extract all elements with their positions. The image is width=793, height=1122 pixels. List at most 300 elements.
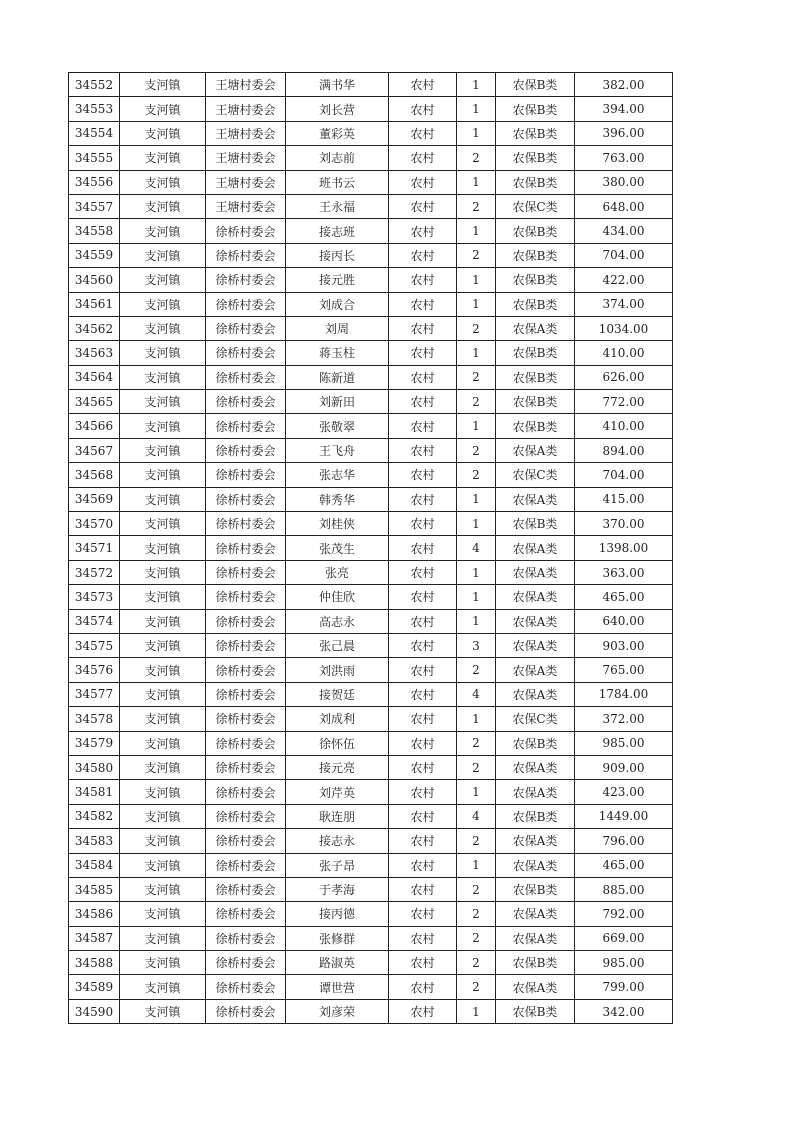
cell-village-committee: 徐桥村委会 <box>206 902 286 926</box>
cell-household-type: 农村 <box>389 243 457 267</box>
cell-household-type: 农村 <box>389 951 457 975</box>
cell-household-type: 农村 <box>389 438 457 462</box>
cell-household-type: 农村 <box>389 512 457 536</box>
cell-member-count: 1 <box>457 341 496 365</box>
cell-name: 高志永 <box>286 609 389 633</box>
cell-insurance-category: 农保A类 <box>496 536 575 560</box>
cell-household-type: 农村 <box>389 902 457 926</box>
cell-member-count: 1 <box>457 73 496 97</box>
cell-name: 耿连朋 <box>286 804 389 828</box>
cell-village-committee: 徐桥村委会 <box>206 682 286 706</box>
table-row <box>69 170 673 194</box>
table-row <box>69 902 673 926</box>
cell-insurance-category: 农保B类 <box>496 365 575 389</box>
cell-insurance-category: 农保A类 <box>496 658 575 682</box>
cell-household-type: 农村 <box>389 341 457 365</box>
cell-name: 张己晨 <box>286 633 389 657</box>
table-row <box>69 73 673 97</box>
cell-row-id: 34553 <box>69 97 120 121</box>
cell-town: 支河镇 <box>120 682 206 706</box>
cell-member-count: 4 <box>457 804 496 828</box>
cell-row-id: 34552 <box>69 73 120 97</box>
cell-member-count: 2 <box>457 975 496 999</box>
table-row <box>69 268 673 292</box>
cell-member-count: 1 <box>457 707 496 731</box>
cell-town: 支河镇 <box>120 755 206 779</box>
cell-member-count: 2 <box>457 243 496 267</box>
cell-insurance-category: 农保B类 <box>496 999 575 1023</box>
cell-member-count: 1 <box>457 292 496 316</box>
cell-row-id: 34570 <box>69 512 120 536</box>
cell-household-type: 农村 <box>389 682 457 706</box>
cell-name: 张亮 <box>286 560 389 584</box>
cell-row-id: 34566 <box>69 414 120 438</box>
cell-insurance-category: 农保B类 <box>496 877 575 901</box>
table-row <box>69 585 673 609</box>
table-row <box>69 609 673 633</box>
cell-member-count: 2 <box>457 926 496 950</box>
table-row <box>69 877 673 901</box>
cell-household-type: 农村 <box>389 926 457 950</box>
cell-insurance-category: 农保A类 <box>496 316 575 340</box>
cell-insurance-category: 农保A类 <box>496 902 575 926</box>
cell-row-id: 34556 <box>69 170 120 194</box>
table-row <box>69 341 673 365</box>
cell-row-id: 34560 <box>69 268 120 292</box>
cell-name: 班书云 <box>286 170 389 194</box>
cell-row-id: 34580 <box>69 755 120 779</box>
table-body <box>69 73 673 1024</box>
cell-row-id: 34582 <box>69 804 120 828</box>
cell-row-id: 34555 <box>69 146 120 170</box>
table-row <box>69 682 673 706</box>
cell-member-count: 2 <box>457 755 496 779</box>
cell-member-count: 1 <box>457 487 496 511</box>
table-row <box>69 975 673 999</box>
cell-village-committee: 徐桥村委会 <box>206 804 286 828</box>
cell-name: 张敬翠 <box>286 414 389 438</box>
table-row <box>69 829 673 853</box>
cell-village-committee: 王塘村委会 <box>206 194 286 218</box>
cell-member-count: 2 <box>457 194 496 218</box>
cell-row-id: 34571 <box>69 536 120 560</box>
cell-member-count: 2 <box>457 658 496 682</box>
cell-insurance-category: 农保A类 <box>496 926 575 950</box>
cell-row-id: 34561 <box>69 292 120 316</box>
cell-insurance-category: 农保A类 <box>496 560 575 584</box>
cell-town: 支河镇 <box>120 926 206 950</box>
cell-household-type: 农村 <box>389 829 457 853</box>
cell-town: 支河镇 <box>120 804 206 828</box>
table-row <box>69 487 673 511</box>
cell-household-type: 农村 <box>389 268 457 292</box>
cell-town: 支河镇 <box>120 512 206 536</box>
cell-household-type: 农村 <box>389 975 457 999</box>
table-row <box>69 926 673 950</box>
cell-member-count: 2 <box>457 951 496 975</box>
cell-insurance-category: 农保A类 <box>496 853 575 877</box>
cell-amount: 342.00 <box>575 999 673 1023</box>
cell-town: 支河镇 <box>120 463 206 487</box>
cell-village-committee: 徐桥村委会 <box>206 731 286 755</box>
cell-household-type: 农村 <box>389 707 457 731</box>
cell-name: 刘志前 <box>286 146 389 170</box>
cell-household-type: 农村 <box>389 731 457 755</box>
cell-row-id: 34587 <box>69 926 120 950</box>
cell-village-committee: 徐桥村委会 <box>206 487 286 511</box>
cell-name: 董彩英 <box>286 121 389 145</box>
cell-town: 支河镇 <box>120 438 206 462</box>
cell-insurance-category: 农保A类 <box>496 487 575 511</box>
cell-household-type: 农村 <box>389 73 457 97</box>
cell-amount: 885.00 <box>575 877 673 901</box>
cell-row-id: 34574 <box>69 609 120 633</box>
cell-name: 蒋玉柱 <box>286 341 389 365</box>
cell-amount: 894.00 <box>575 438 673 462</box>
cell-insurance-category: 农保B类 <box>496 512 575 536</box>
cell-amount: 763.00 <box>575 146 673 170</box>
cell-row-id: 34585 <box>69 877 120 901</box>
cell-insurance-category: 农保B类 <box>496 73 575 97</box>
cell-amount: 985.00 <box>575 731 673 755</box>
table-row <box>69 219 673 243</box>
cell-village-committee: 王塘村委会 <box>206 73 286 97</box>
cell-amount: 1449.00 <box>575 804 673 828</box>
cell-member-count: 2 <box>457 902 496 926</box>
cell-name: 张志华 <box>286 463 389 487</box>
cell-name: 刘芹英 <box>286 780 389 804</box>
cell-row-id: 34575 <box>69 633 120 657</box>
cell-row-id: 34562 <box>69 316 120 340</box>
cell-amount: 648.00 <box>575 194 673 218</box>
cell-village-committee: 徐桥村委会 <box>206 707 286 731</box>
cell-insurance-category: 农保B类 <box>496 390 575 414</box>
table-row <box>69 658 673 682</box>
cell-amount: 410.00 <box>575 414 673 438</box>
cell-village-committee: 徐桥村委会 <box>206 536 286 560</box>
cell-member-count: 1 <box>457 414 496 438</box>
cell-village-committee: 徐桥村委会 <box>206 414 286 438</box>
cell-name: 刘新田 <box>286 390 389 414</box>
cell-town: 支河镇 <box>120 707 206 731</box>
cell-row-id: 34558 <box>69 219 120 243</box>
cell-village-committee: 徐桥村委会 <box>206 219 286 243</box>
cell-amount: 669.00 <box>575 926 673 950</box>
cell-town: 支河镇 <box>120 170 206 194</box>
cell-insurance-category: 农保A类 <box>496 609 575 633</box>
cell-name: 刘成合 <box>286 292 389 316</box>
cell-village-committee: 王塘村委会 <box>206 97 286 121</box>
cell-member-count: 1 <box>457 268 496 292</box>
cell-insurance-category: 农保B类 <box>496 121 575 145</box>
cell-town: 支河镇 <box>120 365 206 389</box>
cell-row-id: 34567 <box>69 438 120 462</box>
cell-amount: 423.00 <box>575 780 673 804</box>
cell-amount: 394.00 <box>575 97 673 121</box>
cell-town: 支河镇 <box>120 121 206 145</box>
cell-town: 支河镇 <box>120 243 206 267</box>
table-row <box>69 707 673 731</box>
cell-town: 支河镇 <box>120 585 206 609</box>
cell-amount: 363.00 <box>575 560 673 584</box>
cell-amount: 434.00 <box>575 219 673 243</box>
cell-member-count: 2 <box>457 146 496 170</box>
cell-household-type: 农村 <box>389 780 457 804</box>
cell-town: 支河镇 <box>120 194 206 218</box>
table-row <box>69 951 673 975</box>
cell-insurance-category: 农保A类 <box>496 755 575 779</box>
cell-town: 支河镇 <box>120 390 206 414</box>
table-row <box>69 731 673 755</box>
cell-member-count: 2 <box>457 365 496 389</box>
cell-amount: 372.00 <box>575 707 673 731</box>
cell-member-count: 1 <box>457 512 496 536</box>
cell-name: 陈新道 <box>286 365 389 389</box>
cell-town: 支河镇 <box>120 414 206 438</box>
cell-household-type: 农村 <box>389 560 457 584</box>
cell-name: 张子昂 <box>286 853 389 877</box>
cell-village-committee: 徐桥村委会 <box>206 316 286 340</box>
table-row <box>69 438 673 462</box>
cell-member-count: 1 <box>457 97 496 121</box>
cell-row-id: 34584 <box>69 853 120 877</box>
cell-village-committee: 王塘村委会 <box>206 146 286 170</box>
cell-row-id: 34565 <box>69 390 120 414</box>
table-row <box>69 316 673 340</box>
cell-town: 支河镇 <box>120 902 206 926</box>
data-table <box>68 72 673 1024</box>
cell-village-committee: 徐桥村委会 <box>206 438 286 462</box>
cell-village-committee: 王塘村委会 <box>206 121 286 145</box>
cell-household-type: 农村 <box>389 170 457 194</box>
cell-household-type: 农村 <box>389 414 457 438</box>
cell-insurance-category: 农保B类 <box>496 804 575 828</box>
cell-amount: 772.00 <box>575 390 673 414</box>
cell-amount: 626.00 <box>575 365 673 389</box>
cell-insurance-category: 农保A类 <box>496 829 575 853</box>
cell-village-committee: 徐桥村委会 <box>206 633 286 657</box>
cell-name: 接志永 <box>286 829 389 853</box>
cell-row-id: 34581 <box>69 780 120 804</box>
table-row <box>69 999 673 1023</box>
cell-insurance-category: 农保B类 <box>496 951 575 975</box>
cell-row-id: 34590 <box>69 999 120 1023</box>
cell-amount: 765.00 <box>575 658 673 682</box>
table-row <box>69 633 673 657</box>
cell-name: 张修群 <box>286 926 389 950</box>
cell-household-type: 农村 <box>389 194 457 218</box>
cell-amount: 1034.00 <box>575 316 673 340</box>
cell-name: 接贺廷 <box>286 682 389 706</box>
cell-village-committee: 徐桥村委会 <box>206 999 286 1023</box>
cell-amount: 382.00 <box>575 73 673 97</box>
cell-row-id: 34586 <box>69 902 120 926</box>
table-row <box>69 804 673 828</box>
table-row <box>69 292 673 316</box>
cell-town: 支河镇 <box>120 609 206 633</box>
table-row <box>69 390 673 414</box>
cell-insurance-category: 农保B类 <box>496 414 575 438</box>
cell-town: 支河镇 <box>120 633 206 657</box>
cell-row-id: 34578 <box>69 707 120 731</box>
cell-town: 支河镇 <box>120 292 206 316</box>
cell-town: 支河镇 <box>120 951 206 975</box>
cell-member-count: 2 <box>457 316 496 340</box>
cell-insurance-category: 农保A类 <box>496 633 575 657</box>
cell-town: 支河镇 <box>120 73 206 97</box>
cell-town: 支河镇 <box>120 97 206 121</box>
cell-household-type: 农村 <box>389 633 457 657</box>
cell-amount: 370.00 <box>575 512 673 536</box>
table-row <box>69 194 673 218</box>
cell-name: 接丙德 <box>286 902 389 926</box>
cell-name: 刘周 <box>286 316 389 340</box>
cell-name: 路淑英 <box>286 951 389 975</box>
cell-household-type: 农村 <box>389 390 457 414</box>
cell-row-id: 34564 <box>69 365 120 389</box>
cell-household-type: 农村 <box>389 365 457 389</box>
cell-member-count: 1 <box>457 170 496 194</box>
cell-member-count: 1 <box>457 219 496 243</box>
cell-insurance-category: 农保A类 <box>496 975 575 999</box>
cell-town: 支河镇 <box>120 536 206 560</box>
cell-row-id: 34583 <box>69 829 120 853</box>
cell-village-committee: 徐桥村委会 <box>206 951 286 975</box>
table-row <box>69 243 673 267</box>
cell-village-committee: 徐桥村委会 <box>206 926 286 950</box>
cell-village-committee: 徐桥村委会 <box>206 755 286 779</box>
cell-member-count: 2 <box>457 390 496 414</box>
cell-member-count: 4 <box>457 536 496 560</box>
cell-amount: 410.00 <box>575 341 673 365</box>
cell-village-committee: 徐桥村委会 <box>206 292 286 316</box>
table-row <box>69 463 673 487</box>
table-row <box>69 755 673 779</box>
table-row <box>69 414 673 438</box>
cell-household-type: 农村 <box>389 536 457 560</box>
cell-household-type: 农村 <box>389 804 457 828</box>
cell-insurance-category: 农保B类 <box>496 243 575 267</box>
cell-name: 谭世营 <box>286 975 389 999</box>
cell-amount: 1784.00 <box>575 682 673 706</box>
cell-name: 接志班 <box>286 219 389 243</box>
cell-amount: 380.00 <box>575 170 673 194</box>
cell-amount: 1398.00 <box>575 536 673 560</box>
cell-town: 支河镇 <box>120 829 206 853</box>
cell-town: 支河镇 <box>120 560 206 584</box>
cell-row-id: 34559 <box>69 243 120 267</box>
cell-member-count: 2 <box>457 731 496 755</box>
table-row <box>69 97 673 121</box>
cell-amount: 640.00 <box>575 609 673 633</box>
cell-household-type: 农村 <box>389 999 457 1023</box>
cell-amount: 704.00 <box>575 243 673 267</box>
cell-town: 支河镇 <box>120 975 206 999</box>
cell-village-committee: 徐桥村委会 <box>206 780 286 804</box>
cell-insurance-category: 农保C类 <box>496 194 575 218</box>
cell-name: 刘桂侠 <box>286 512 389 536</box>
table-row <box>69 365 673 389</box>
cell-village-committee: 徐桥村委会 <box>206 853 286 877</box>
cell-name: 刘彦荣 <box>286 999 389 1023</box>
cell-town: 支河镇 <box>120 731 206 755</box>
cell-name: 刘成利 <box>286 707 389 731</box>
cell-household-type: 农村 <box>389 755 457 779</box>
cell-insurance-category: 农保B类 <box>496 268 575 292</box>
cell-member-count: 1 <box>457 121 496 145</box>
cell-amount: 465.00 <box>575 853 673 877</box>
cell-village-committee: 徐桥村委会 <box>206 609 286 633</box>
table-row <box>69 560 673 584</box>
cell-town: 支河镇 <box>120 658 206 682</box>
cell-village-committee: 徐桥村委会 <box>206 268 286 292</box>
cell-member-count: 1 <box>457 853 496 877</box>
cell-village-committee: 徐桥村委会 <box>206 975 286 999</box>
cell-town: 支河镇 <box>120 487 206 511</box>
cell-insurance-category: 农保A类 <box>496 682 575 706</box>
cell-row-id: 34579 <box>69 731 120 755</box>
cell-village-committee: 徐桥村委会 <box>206 585 286 609</box>
cell-insurance-category: 农保B类 <box>496 219 575 243</box>
cell-row-id: 34569 <box>69 487 120 511</box>
cell-name: 王飞舟 <box>286 438 389 462</box>
cell-household-type: 农村 <box>389 853 457 877</box>
cell-insurance-category: 农保B类 <box>496 170 575 194</box>
cell-insurance-category: 农保B类 <box>496 341 575 365</box>
cell-insurance-category: 农保C类 <box>496 707 575 731</box>
cell-name: 徐怀伍 <box>286 731 389 755</box>
cell-name: 满书华 <box>286 73 389 97</box>
cell-village-committee: 徐桥村委会 <box>206 560 286 584</box>
cell-village-committee: 徐桥村委会 <box>206 365 286 389</box>
cell-insurance-category: 农保B类 <box>496 731 575 755</box>
cell-amount: 909.00 <box>575 755 673 779</box>
cell-row-id: 34576 <box>69 658 120 682</box>
cell-amount: 799.00 <box>575 975 673 999</box>
cell-member-count: 4 <box>457 682 496 706</box>
cell-household-type: 农村 <box>389 609 457 633</box>
cell-town: 支河镇 <box>120 268 206 292</box>
cell-village-committee: 徐桥村委会 <box>206 512 286 536</box>
cell-row-id: 34554 <box>69 121 120 145</box>
cell-row-id: 34557 <box>69 194 120 218</box>
cell-household-type: 农村 <box>389 463 457 487</box>
cell-insurance-category: 农保A类 <box>496 438 575 462</box>
cell-amount: 903.00 <box>575 633 673 657</box>
cell-name: 张茂生 <box>286 536 389 560</box>
cell-member-count: 2 <box>457 463 496 487</box>
cell-town: 支河镇 <box>120 146 206 170</box>
cell-member-count: 3 <box>457 633 496 657</box>
cell-amount: 415.00 <box>575 487 673 511</box>
cell-household-type: 农村 <box>389 219 457 243</box>
cell-household-type: 农村 <box>389 97 457 121</box>
cell-household-type: 农村 <box>389 487 457 511</box>
cell-household-type: 农村 <box>389 146 457 170</box>
cell-row-id: 34577 <box>69 682 120 706</box>
cell-member-count: 1 <box>457 609 496 633</box>
cell-name: 韩秀华 <box>286 487 389 511</box>
table-row <box>69 121 673 145</box>
cell-town: 支河镇 <box>120 219 206 243</box>
cell-village-committee: 徐桥村委会 <box>206 829 286 853</box>
cell-household-type: 农村 <box>389 658 457 682</box>
table-row <box>69 780 673 804</box>
cell-insurance-category: 农保C类 <box>496 463 575 487</box>
cell-amount: 396.00 <box>575 121 673 145</box>
cell-member-count: 1 <box>457 560 496 584</box>
cell-name: 王永福 <box>286 194 389 218</box>
